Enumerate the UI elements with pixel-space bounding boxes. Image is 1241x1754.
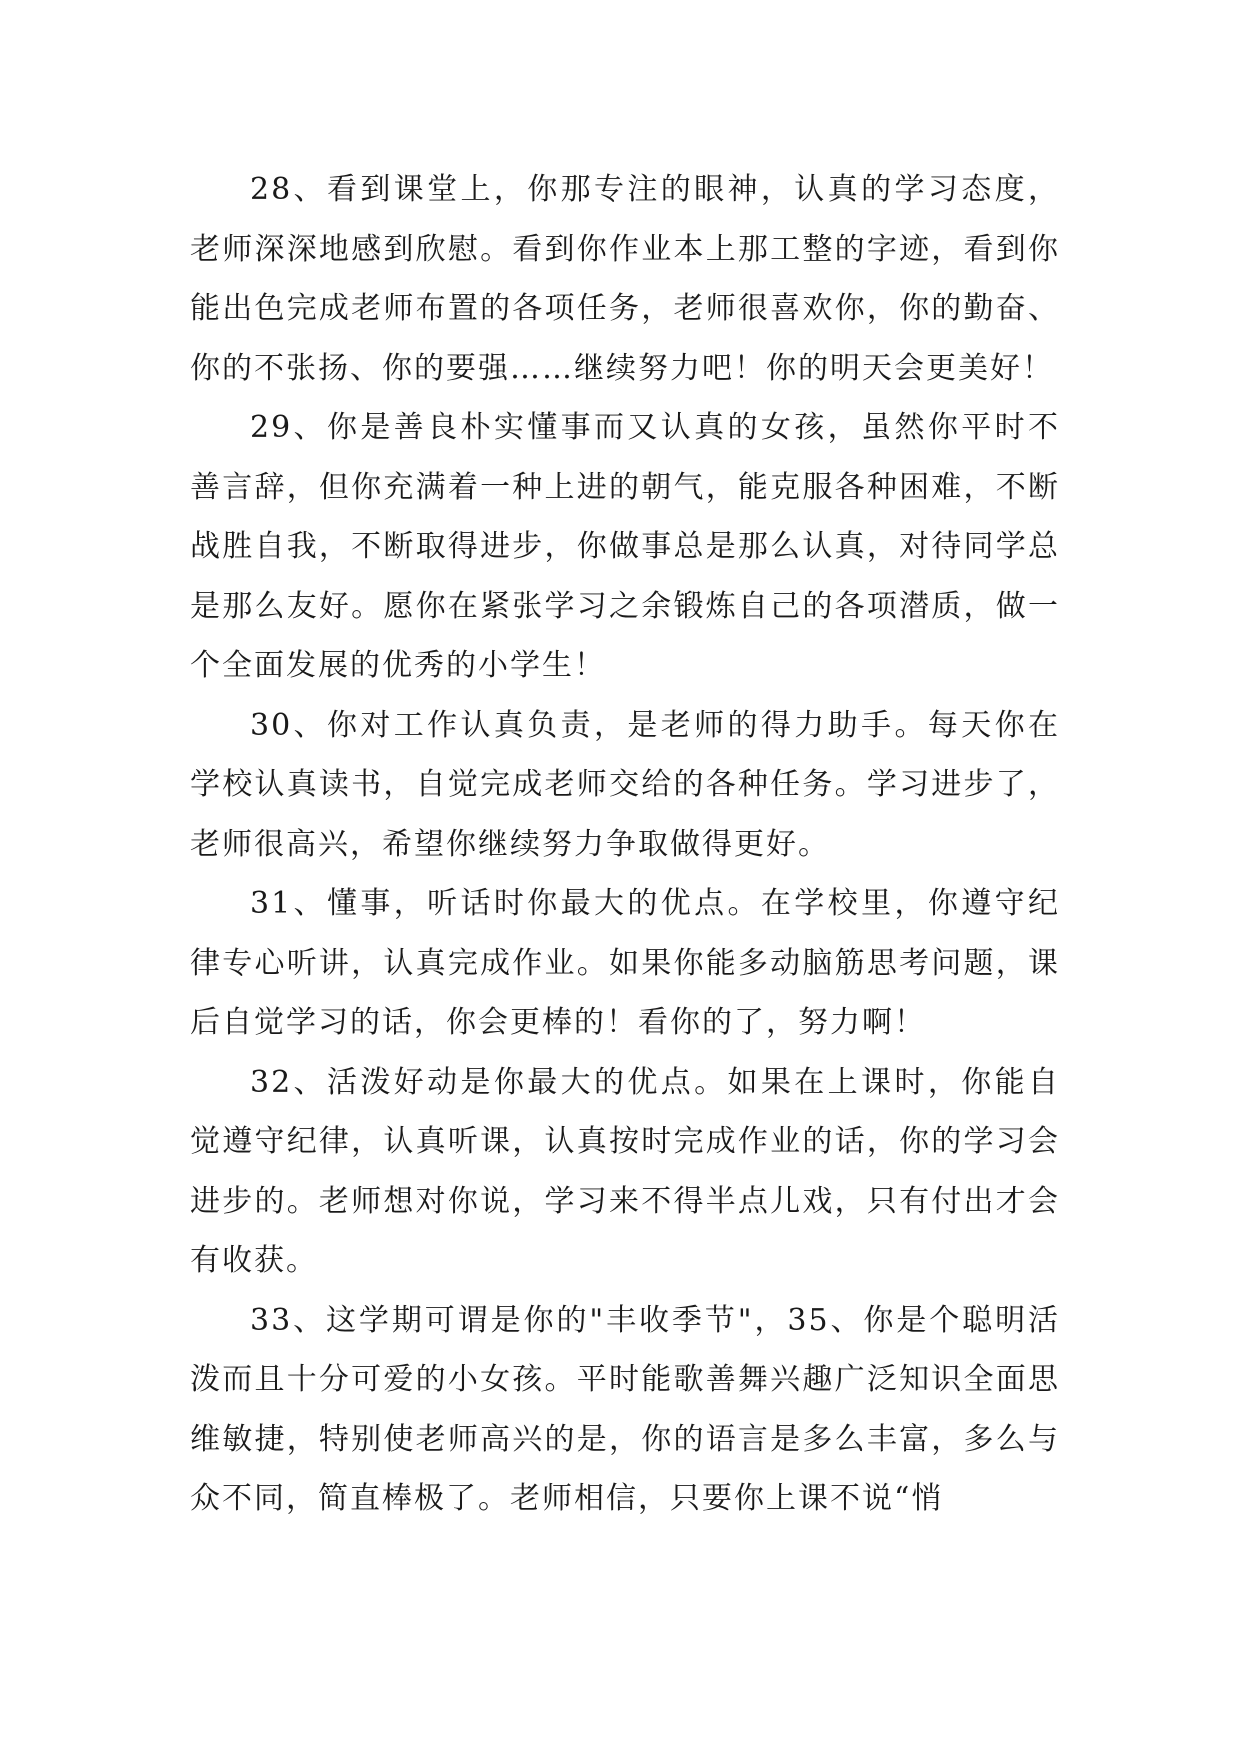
paragraph-29: 29、你是善良朴实懂事而又认真的女孩，虽然你平时不善言辞，但你充满着一种上进的朝气，能克服各种困难，不断战胜自我，不断取得进步，你做事总是那么认真，对待同学总是那么友好。愿你在紧张学习之余锻炼自己的各项潜质，做一个全面发展的优秀的小学生！ [190, 410, 1060, 683]
document-body [190, 160, 1060, 1529]
paragraph-30: 30、你对工作认真负责，是老师的得力助手。每天你在学校认真读书，自觉完成老师交给的各种任务。学习进步了，老师很高兴，希望你继续努力争取做得更好。 [190, 707, 1060, 862]
paragraph-33: 33、这学期可谓是你的"丰收季节"，35、你是个聪明活泼而且十分可爱的小女孩。平时能歌善舞兴趣广泛知识全面思维敏捷，特别使老师高兴的是，你的语言是多么丰富，多么与众不同，简直棒极了。老师相信，只要你上课不说“悄 [190, 1302, 1060, 1516]
paragraph-32: 32、活泼好动是你最大的优点。如果在上课时，你能自觉遵守纪律，认真听课，认真按时完成作业的话，你的学习会进步的。老师想对你说，学习来不得半点儿戏，只有付出才会有收获。 [190, 1064, 1060, 1278]
paragraph-31: 31、懂事，听话时你最大的优点。在学校里，你遵守纪律专心听讲，认真完成作业。如果你能多动脑筋思考问题，课后自觉学习的话，你会更棒的！看你的了，努力啊！ [190, 886, 1060, 1040]
paragraph-28: 28、看到课堂上，你那专注的眼神，认真的学习态度，老师深深地感到欣慰。看到你作业本上那工整的字迹，看到你能出色完成老师布置的各项任务，老师很喜欢你，你的勤奋、你的不张扬、你的要强……继续努力吧！你的明天会更美好！ [190, 172, 1060, 386]
